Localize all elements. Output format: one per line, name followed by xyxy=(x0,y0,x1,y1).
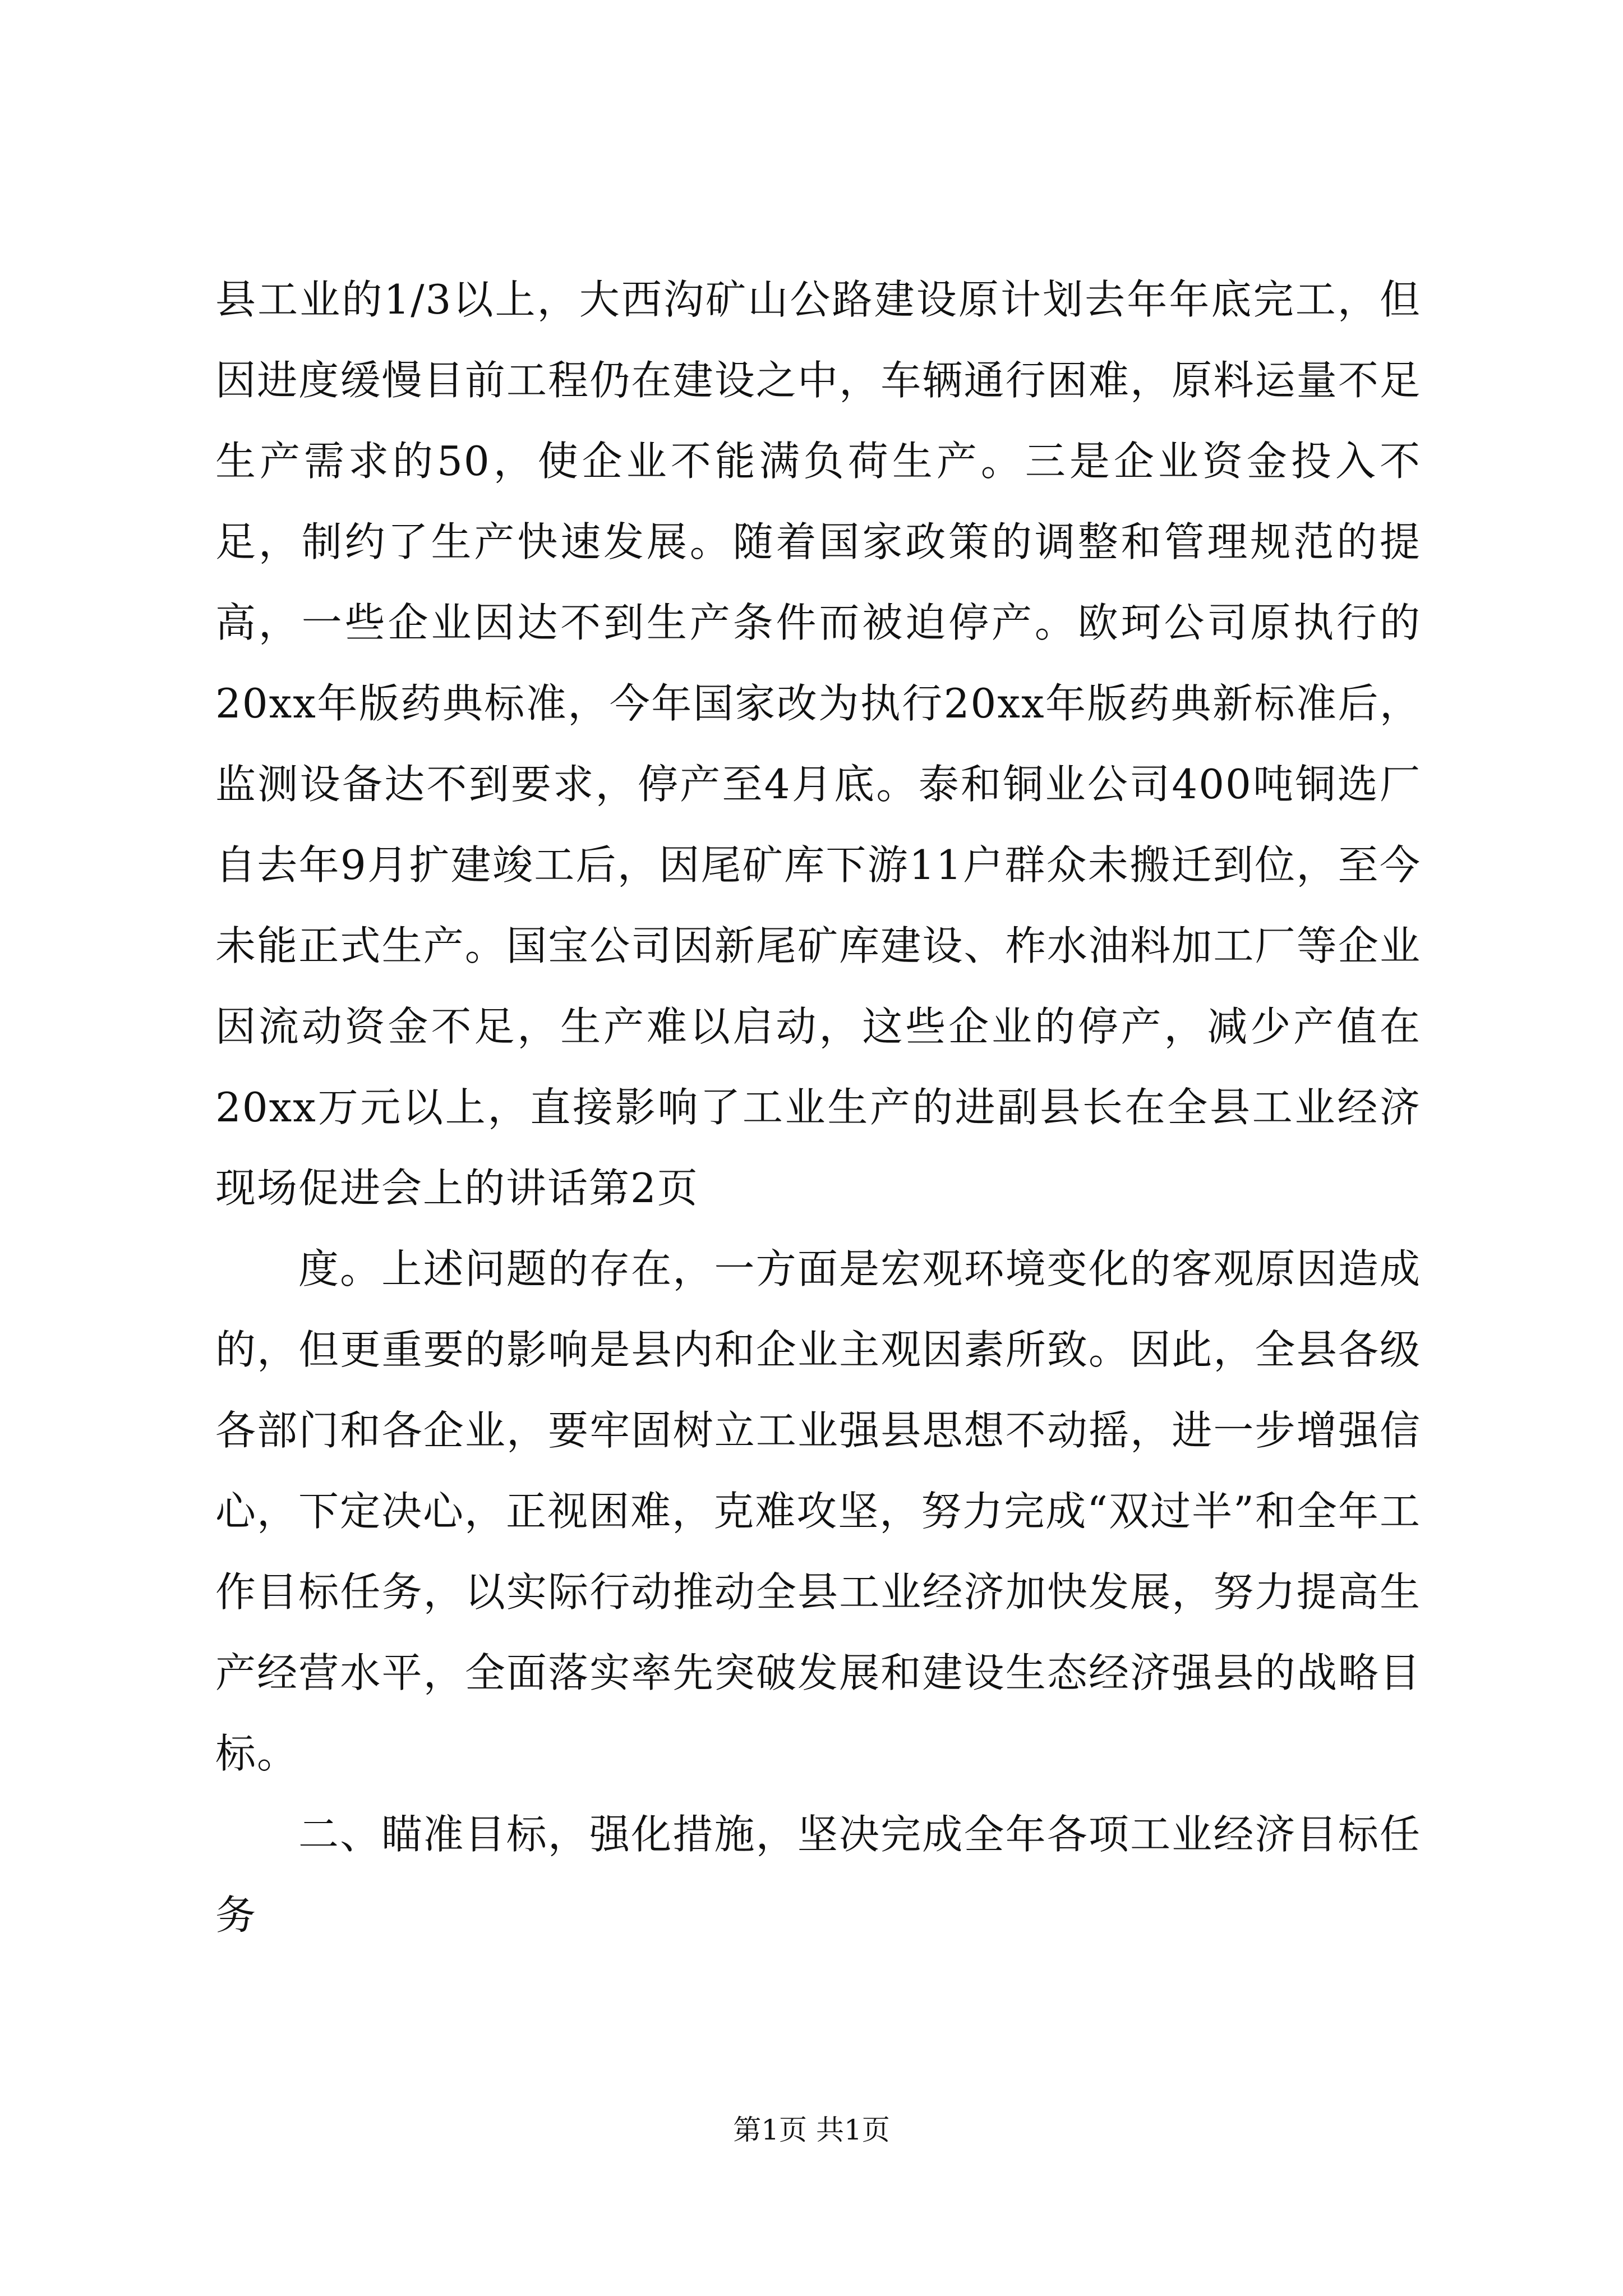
page-footer: 第1页 共1页 xyxy=(733,2114,890,2146)
section-heading-2: 二、瞄准目标，强化措施，坚决完成全年各项工业经济目标任务 xyxy=(215,1811,1421,1939)
body-paragraph-1: 县工业的1/3以上，大西沟矿山公路建设原计划去年年底完工，但因进度缓慢目前工程仍在建设之中，车辆通行困难，原料运量不足生产需求的50，使企业不能满负荷生产。三是企业资金投入不足，制约了生产快速发展。随着国家政策的调整和管理规范的提高，一些企业因达不到生产条件而被迫停产。欧珂公司原执行的20xx年版药典标准，今年国家改为执行20xx年版药典新标准后，监测设备达不到要求，停产至4月底。泰和铜业公司400吨铜选厂自去年9月扩建竣工后，因尾矿库下游11户群众未搬迁到位，至今未能正式生产。国宝公司因新尾矿库建设、柞水油料加工厂等企业因流动资金不足，生产难以启动，这些企业的停产，减少产值在20xx万元以上，直接影响了工业生产的进副县长在全县工业经济现场促进会上的讲话第2页 xyxy=(215,276,1421,1212)
body-paragraph-2: 度。上述问题的存在，一方面是宏观环境变化的客观原因造成的，但更重要的影响是县内和企业主观因素所致。因此，全县各级各部门和各企业，要牢固树立工业强县思想不动摇，进一步增强信心，下定决心，正视困难，克难攻坚，努力完成“双过半”和全年工作目标任务，以实际行动推动全县工业经济加快发展，努力提高生产经营水平，全面落实率先突破发展和建设生态经济强县的战略目标。 xyxy=(215,1245,1421,1777)
document-body xyxy=(215,259,1421,1955)
